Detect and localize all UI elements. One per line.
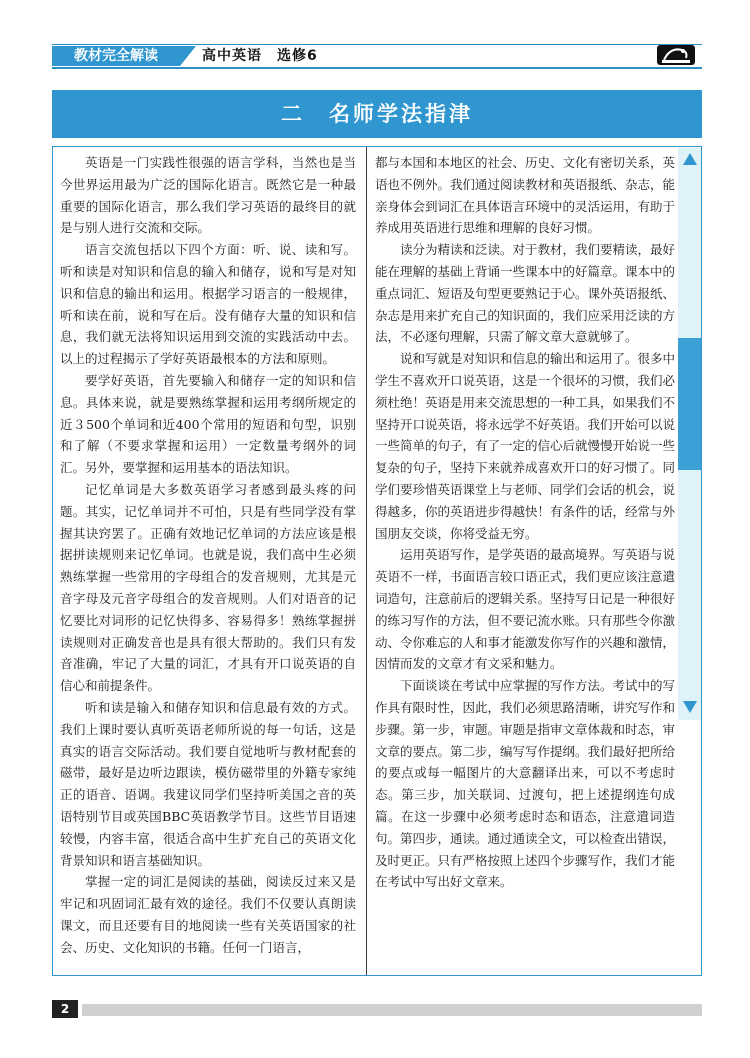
header-rule (52, 44, 702, 45)
scroll-up-button[interactable] (678, 148, 701, 172)
paragraph: 语言交流包括以下四个方面：听、说、读和写。听和读是对知识和信息的输入和储存，说和写是对知识和信息的输出和运用。根据学习语言的一般规律，听和读在前，说和写在后。没有储存大量的知识和信息，我们就无法将知识运用到交流的实践活动中去。以上的过程揭示了学好英语最根本的方法和原则。 (60, 242, 356, 367)
paragraph: 记忆单词是大多数英语学习者感到最头疼的问题。其实，记忆单词并不可怕，只是有些同学没有掌握其诀窍罢了。正确有效地记忆单词的方法应该是根据拼读规则来记忆单词。也就是说，我们高中生必须熟练掌握一些常用的字母组合的发音规则，尤其是元音字母及元音字母组合的发音规则。人们对语音的记忆要比对词形的记忆快得多、容易得多！熟练掌握拼读规则对正确发音也是具有很大帮助的。我们只有发音准确，牢记了大量的词汇，才具有开口说英语的自信心和前提条件。 (60, 481, 356, 694)
paragraph-continuation: 都与本国和本地区的社会、历史、文化有密切关系，英语也不例外。我们通过阅读教材和英语报纸、杂志，能亲身体会到词汇在具体语言环境中的灵活运用，有助于养成用英语进行思维和理解的良好习惯。 (375, 155, 676, 236)
paragraph: 掌握一定的词汇是阅读的基础，阅读反过来又是牢记和巩固词汇最有效的途径。我们不仅要认真朗读课文，而且还要有目的地阅读一些有关英语国家的社会、历史、文化知识的书籍。任何一门语言， (60, 874, 356, 955)
paragraph: 下面谈谈在考试中应掌握的写作方法。考试中的写作具有限时性，因此，我们必须思路清晰，讲究写作和步骤。第一步，审题。审题是指审文章体裁和时态，审文章的要点。第二步，编写写作提纲。我们最好把所给的要点或每一幅图片的大意翻译出来，可以不考虑时态。第三步，加关联词、过渡句，把上述提纲连句成篇。在这一步骤中必须考虑时态和语态，注意遣词造句。第四步，通读。通过通读全文，可以检查出错误，及时更正。只有严格按照上述四个步骤写作，我们才能在考试中写出好文章来。 (375, 678, 676, 890)
publisher-logo-icon (656, 42, 696, 66)
left-column (60, 152, 356, 958)
footer-bar (82, 1004, 702, 1016)
book-subject: 高中英语 选修6 (202, 48, 318, 64)
series-tag: 教材完全解读 (52, 46, 180, 66)
paragraph: 说和写就是对知识和信息的输出和运用了。很多中学生不喜欢开口说英语，这是一个很坏的习惯，我们必须杜绝！英语是用来交流思想的一种工具，如果我们不坚持开口说英语，将永远学不好英语。我们开始可以说一些简单的句子，有了一定的信心后就慢慢开始说一些复杂的句子，坚持下来就养成喜欢开口的好习惯了。同学们要珍惜英语课堂上与老师、同学们会话的机会，说得越多，你的英语进步得越快！有条件的话，经常与外国朋友交谈，你将受益无穷。 (375, 351, 676, 541)
right-column (375, 152, 675, 893)
paragraph: 要学好英语，首先要输入和储存一定的知识和信息。具体来说，就是要熟练掌握和运用考纲所规定的近３500个单词和近400个常用的短语和句型，识别和了解（不要求掌握和运用）一定数量考纲外的词汇。另外，要掌握和运用基本的语法知识。 (60, 372, 356, 476)
arrow-up-icon (683, 153, 697, 165)
paragraph: 英语是一门实践性很强的语言学科，当然也是当今世界运用最为广泛的国际化语言。既然它是一种最重要的国际化语言，那么我们学习英语的最终目的就是与别人进行交流和交际。 (60, 155, 356, 236)
page-number: 2 (52, 1000, 78, 1018)
page-footer (52, 1000, 702, 1018)
section-title: 二 名师学法指津 (281, 102, 473, 126)
paragraph: 听和读是输入和储存知识和信息最有效的方式。我们上课时要认真听英语老师所说的每一句话，这是真实的语言交际活动。我们要自觉地听与教材配套的磁带，最好是边听边跟读，模仿磁带里的外籍专家纯正的语音、语调。我建议同学们坚持听美国之音的英语特别节目或英国BBC英语教学节目。这些节目语速较慢，内容丰富，很适合高中生扩充自己的英语文化背景知识和语言基础知识。 (60, 699, 356, 868)
paragraph: 读分为精读和泛读。对于教材，我们要精读，最好能在理解的基础上背诵一些课本中的好篇章。课本中的重点词汇、短语及句型更要熟记于心。课外英语报纸、杂志是用来扩充自己的知识面的，我们应采用泛读的方法，不必逐句理解，只需了解文章大意就够了。 (375, 242, 676, 345)
column-divider (366, 147, 367, 975)
paragraph: 运用英语写作，是学英语的最高境界。写英语与说英语不一样，书面语言较口语正式，我们更应该注意遣词造句，注意前后的逻辑关系。坚持写日记是一种很好的练习写作的方法，但不要记流水账。只有那些令你激动、令你难忘的人和事才能激发你写作的兴趣和激情，因情而发的文章才有文采和魅力。 (375, 547, 676, 672)
scroll-thumb[interactable] (678, 338, 701, 470)
series-tag-slant (180, 46, 196, 66)
vertical-scrollbar[interactable] (678, 148, 701, 720)
section-title-bar (52, 90, 702, 138)
arrow-down-icon (683, 701, 697, 713)
running-header (52, 44, 702, 66)
header-rule-bottom (52, 67, 702, 69)
scroll-down-button[interactable] (678, 696, 701, 720)
